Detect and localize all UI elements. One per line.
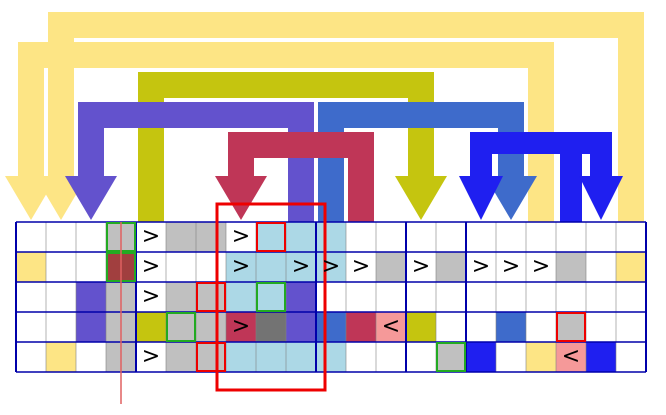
direction-glyph: > [231, 314, 251, 339]
direction-glyph: > [231, 224, 251, 249]
direction-glyph: < [561, 344, 581, 369]
direction-glyph: > [141, 284, 161, 309]
direction-glyph: > [141, 344, 161, 369]
direction-glyph: > [531, 254, 551, 279]
direction-glyph: > [471, 254, 491, 279]
direction-glyph: < [381, 314, 401, 339]
direction-glyph: > [291, 254, 311, 279]
direction-glyph: > [321, 254, 341, 279]
direction-glyph: > [351, 254, 371, 279]
direction-glyph: > [141, 224, 161, 249]
direction-glyph: > [231, 254, 251, 279]
direction-glyph: > [501, 254, 521, 279]
direction-glyph: > [411, 254, 431, 279]
direction-glyph: > [141, 254, 161, 279]
